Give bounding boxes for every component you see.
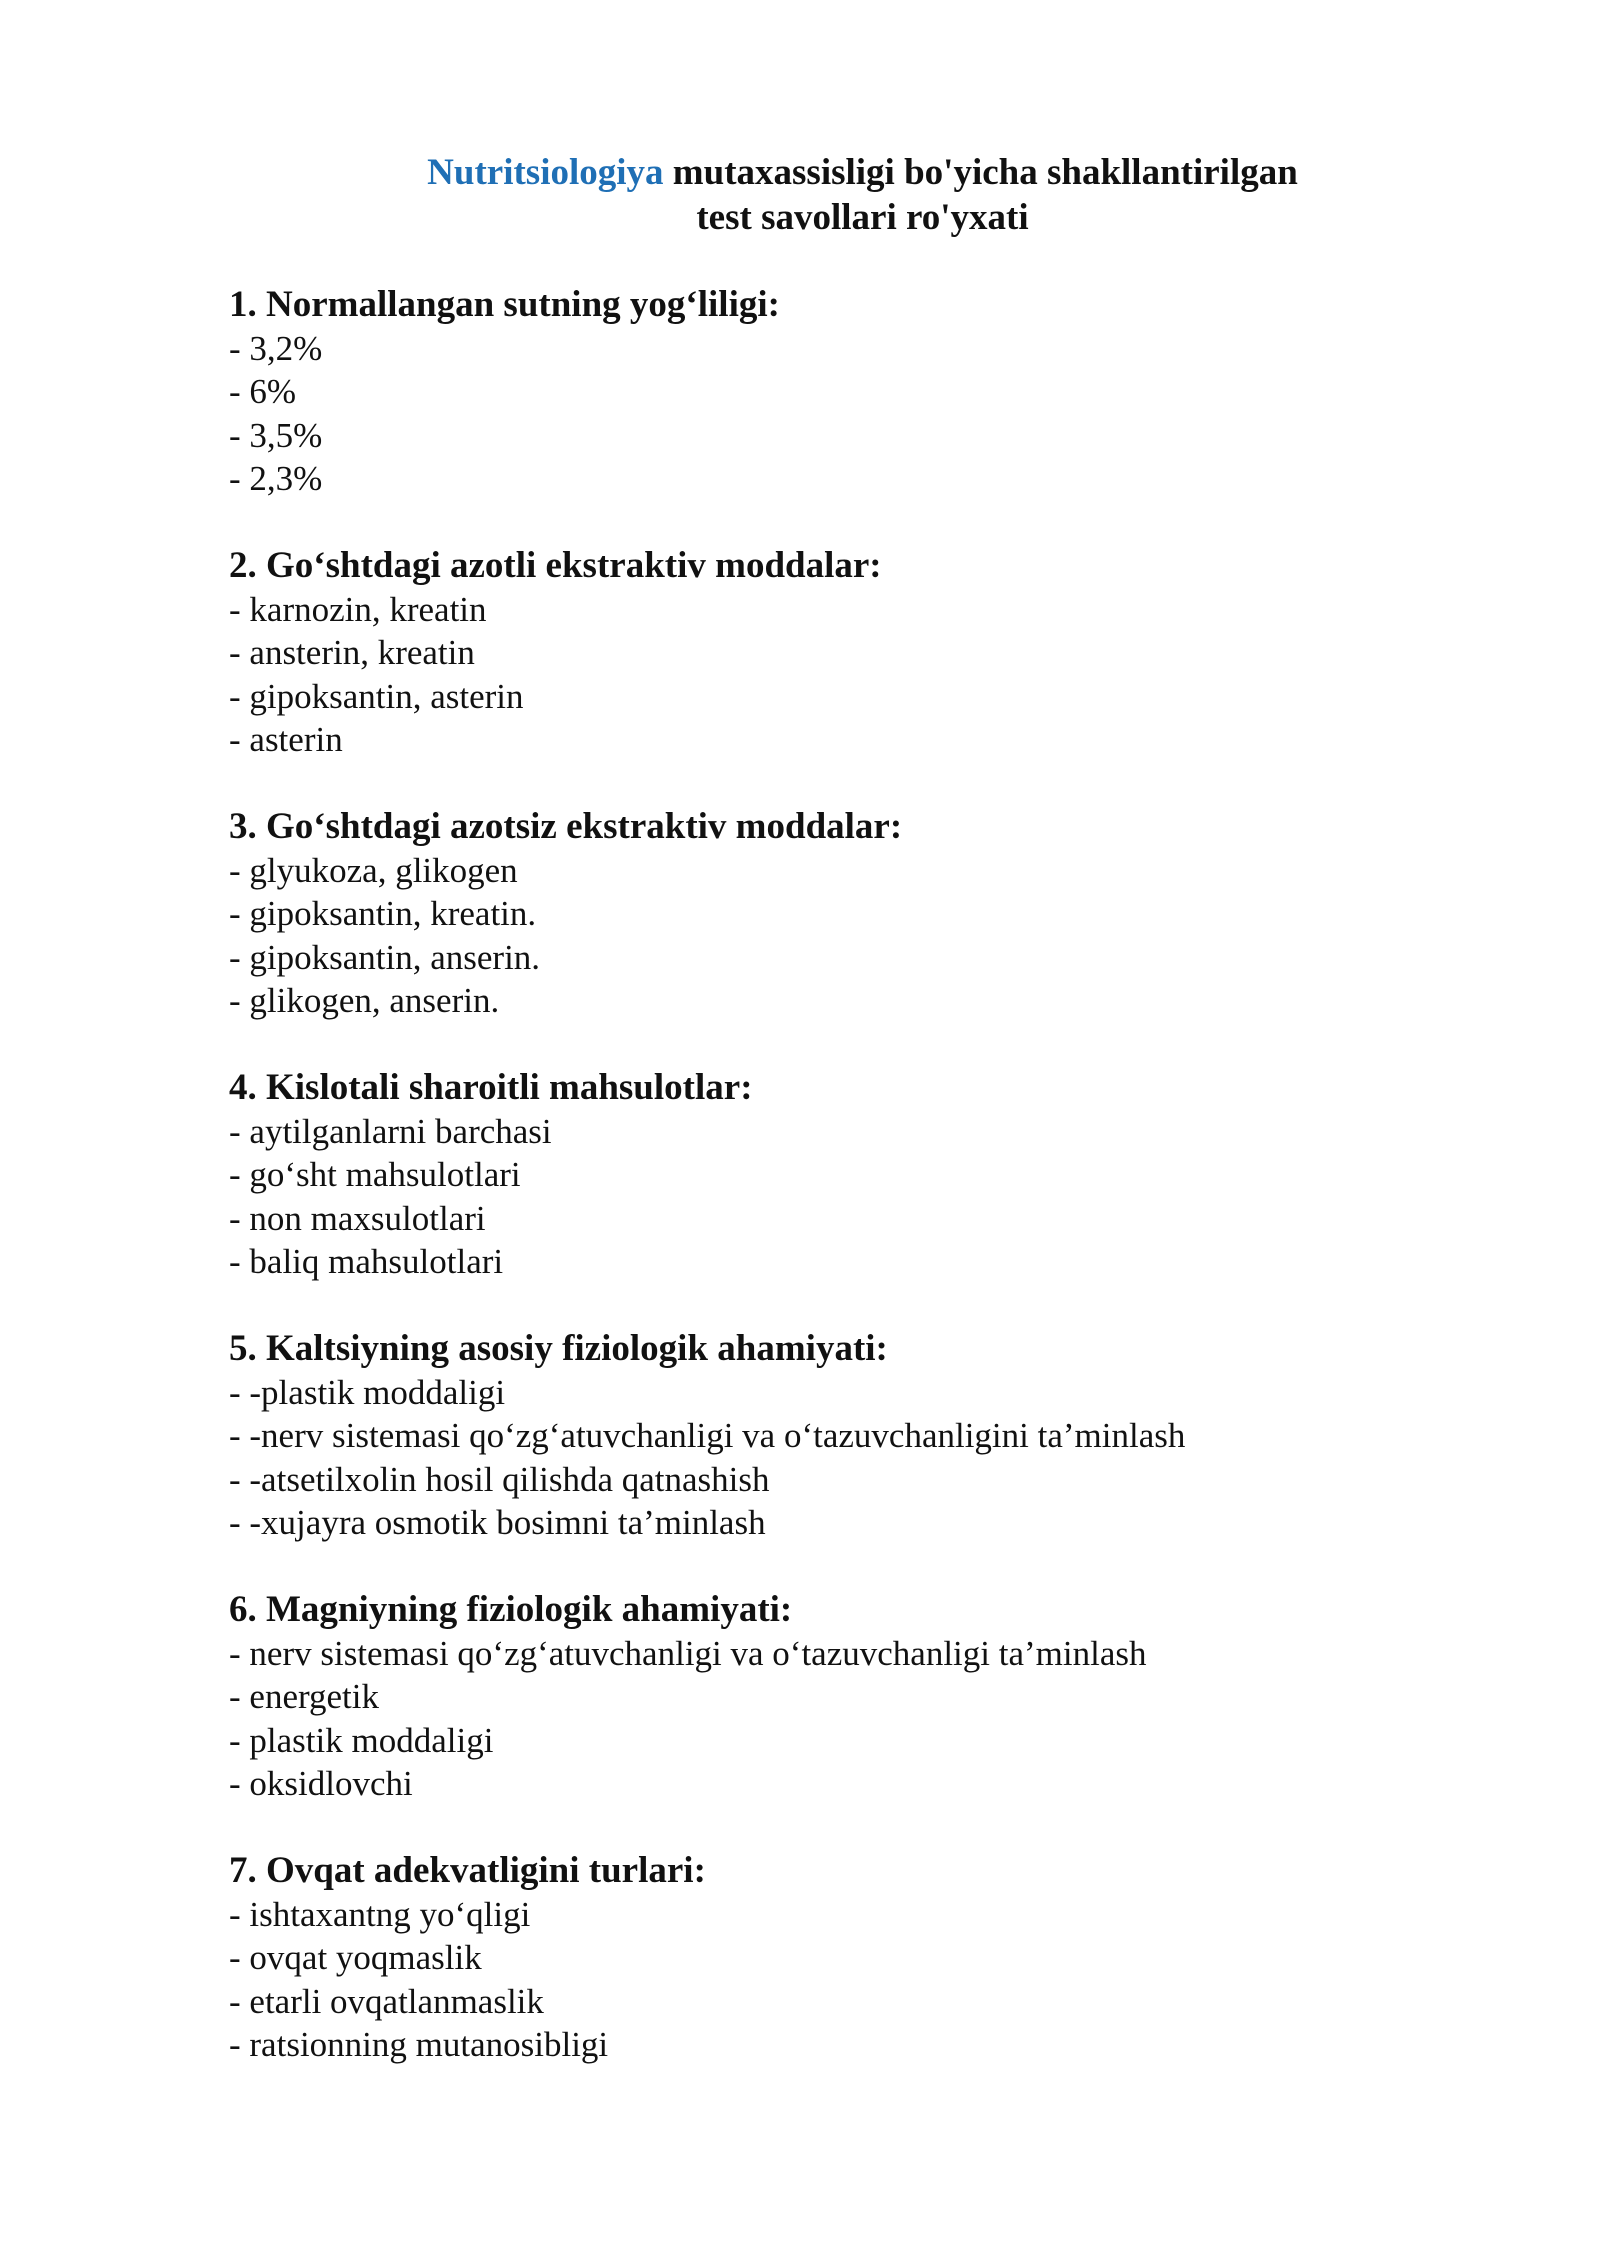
answer-option: - glikogen, anserin. <box>229 981 500 1020</box>
answer-option: - ovqat yoqmaslik <box>229 1938 482 1977</box>
answer-option: - ratsionning mutanosibligi <box>229 2025 609 2064</box>
title-line-1-rest: mutaxassisligi bo'yicha shakllantirilgan <box>663 152 1298 193</box>
answer-option: - 3,5% <box>229 415 323 455</box>
answer-option: - 2,3% <box>229 459 323 498</box>
title-line-2: test savollari ro'yxati <box>696 197 1029 238</box>
answer-option: - non maxsulotlari <box>229 1198 486 1238</box>
document-title <box>0 150 1600 240</box>
question-7 <box>229 1849 1529 2067</box>
answer-option: - energetik <box>229 1677 379 1716</box>
answer-option: - plastik moddaligi <box>229 1720 494 1760</box>
question-heading: 6. Magniyning fiziologik ahamiyati: <box>229 1589 793 1630</box>
answer-option: - -atsetilxolin hosil qilishda qatnashish <box>229 1459 770 1499</box>
question-3 <box>229 805 1529 1023</box>
question-4 <box>229 1066 1529 1284</box>
question-6 <box>229 1588 1529 1806</box>
answer-option: - karnozin, kreatin <box>229 589 487 629</box>
answer-option: - oksidlovchi <box>229 1764 413 1803</box>
question-heading: 3. Go‘shtdagi azotsiz ekstraktiv moddalar: <box>229 806 903 847</box>
answer-option: - aytilganlarni barchasi <box>229 1111 552 1151</box>
question-heading: 1. Normallangan sutning yog‘liligi: <box>229 284 780 325</box>
answer-option: - -nerv sistemasi qo‘zg‘atuvchanligi va o‘tazuvchanligini ta’minlash <box>229 1416 1186 1455</box>
answer-option: - gipoksantin, asterin <box>229 676 524 716</box>
question-list <box>229 283 1529 2110</box>
answer-option: - -plastik moddaligi <box>229 1372 506 1412</box>
answer-option: - 3,2% <box>229 328 323 368</box>
answer-option: - glyukoza, glikogen <box>229 850 518 890</box>
title-line-1 <box>0 150 1600 195</box>
answer-option: - gipoksantin, anserin. <box>229 937 541 977</box>
question-5 <box>229 1327 1529 1545</box>
question-heading: 2. Go‘shtdagi azotli ekstraktiv moddalar: <box>229 545 882 586</box>
answer-option: - etarli ovqatlanmaslik <box>229 1981 544 2021</box>
answer-option: - nerv sistemasi qo‘zg‘atuvchanligi va o‘tazuvchanligi ta’minlash <box>229 1633 1147 1673</box>
question-1 <box>229 283 1529 501</box>
answer-option: - -xujayra osmotik bosimni ta’minlash <box>229 1503 766 1542</box>
title-highlight: Nutritsiologiya <box>427 152 664 193</box>
answer-option: - go‘sht mahsulotlari <box>229 1155 521 1194</box>
answer-option: - ishtaxantng yo‘qligi <box>229 1894 531 1934</box>
answer-option: - ansterin, kreatin <box>229 633 475 672</box>
answer-option: - baliq mahsulotlari <box>229 1242 504 1281</box>
answer-option: - asterin <box>229 720 343 759</box>
question-2 <box>229 544 1529 762</box>
question-heading: 4. Kislotali sharoitli mahsulotlar: <box>229 1067 753 1108</box>
answer-option: - gipoksantin, kreatin. <box>229 894 537 933</box>
question-heading: 5. Kaltsiyning asosiy fiziologik ahamiyati: <box>229 1328 888 1369</box>
answer-option: - 6% <box>229 372 297 411</box>
question-heading: 7. Ovqat adekvatligini turlari: <box>229 1850 706 1891</box>
